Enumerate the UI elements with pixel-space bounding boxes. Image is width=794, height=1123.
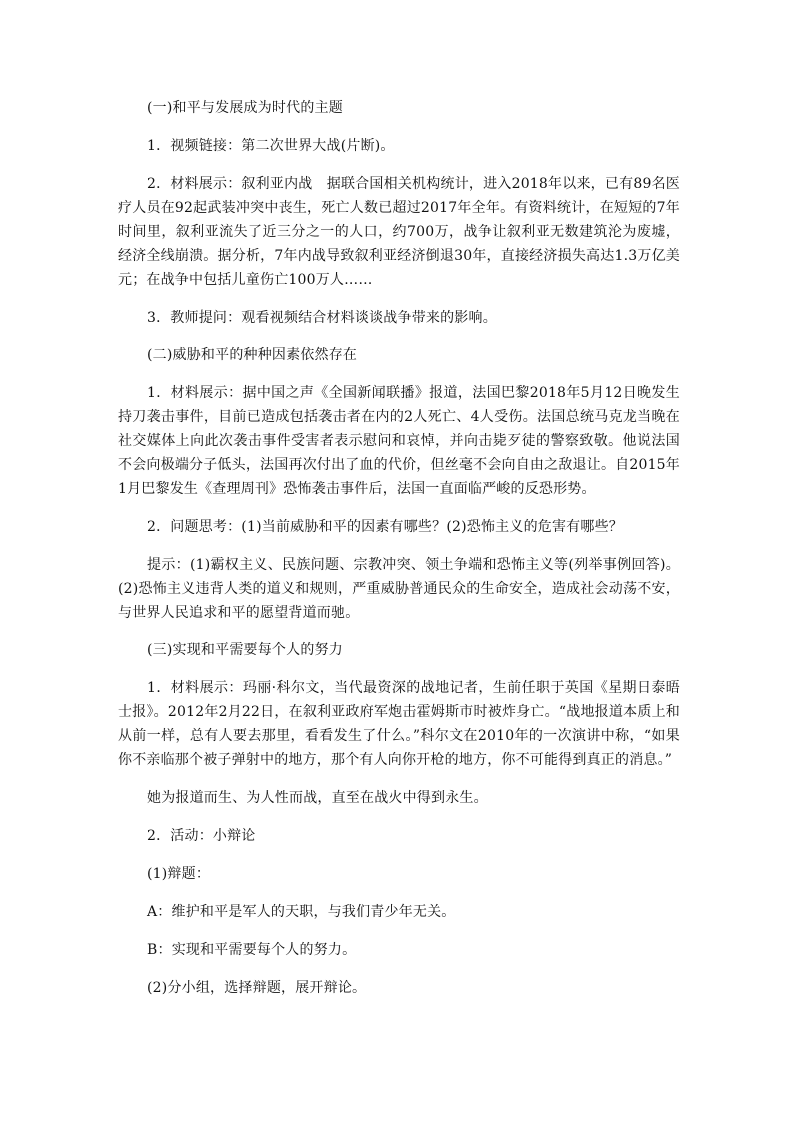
paragraph-activity-debate: 2．活动：小辩论 <box>147 828 256 844</box>
paragraph-video-link: 1．视频链接：第二次世界大战(片断)。 <box>147 138 395 154</box>
paragraph-syria-material: 2．材料展示：叙利亚内战 据联合国相关机构统计，进入2018年以来，已有89名医疗人员在92起武装冲突中丧生，死亡人数已超过2017年全年。有资料统计，在短短的7年时间里，叙利亚流失了近三分之一的人口，约700万，战争让叙利亚无数建筑沦为废墟，经济全线崩溃。据分析，7年内战导致叙利亚经济倒退30年，直接经济损失高达1.3万亿美元；在战争中包括儿童伤亡100万人…… <box>118 176 680 288</box>
paragraph-topic-b: B：实现和平需要每个人的努力。 <box>147 942 357 958</box>
paragraph-topic-a: A：维护和平是军人的天职，与我们青少年无关。 <box>147 904 456 920</box>
paragraph-colvin-summary: 她为报道而生、为人性而战，直至在战火中得到永生。 <box>147 790 488 806</box>
paragraph-hint: 提示：(1)霸权主义、民族问题、宗教冲突、领土争端和恐怖主义等(列举事例回答)。(2)恐怖主义违背人类的道义和规则，严重威胁普通民众的生命安全，造成社会动荡不安，与世界人民追求和平的愿望背道而驰。 <box>118 557 680 621</box>
section-heading-peace-development: (一)和平与发展成为时代的主题 <box>147 100 343 116</box>
section-heading-everyone-effort: (三)实现和平需要每个人的努力 <box>147 642 343 658</box>
paragraph-colvin-material: 1．材料展示：玛丽·科尔文，当代最资深的战地记者，生前任职于英国《星期日泰晤士报》。2012年2月22日，在叙利亚政府军炮击霍姆斯市时被炸身亡。“战地报道本质上和从前一样，总有人要去那里，看看发生了什么。”科尔文在2010年的一次演讲中称，“如果你不亲临那个被子弹射中的地方，那个有人向你开枪的地方，你不可能得到真正的消息。” <box>118 680 680 768</box>
paragraph-paris-attack-material: 1．材料展示：据中国之声《全国新闻联播》报道，法国巴黎2018年5月12日晚发生持刀袭击事件，目前已造成包括袭击者在内的2人死亡、4人受伤。法国总统马克龙当晚在社交媒体上向此次袭击事件受害者表示慰问和哀悼，并向击毙歹徒的警察致敬。他说法国不会向极端分子低头，法国再次付出了血的代价，但丝毫不会向自由之敌退让。自2015年1月巴黎发生《查理周刊》恐怖袭击事件后，法国一直面临严峻的反恐形势。 <box>118 385 680 497</box>
document-page <box>118 96 680 1000</box>
paragraph-question-thinking: 2．问题思考：(1)当前威胁和平的因素有哪些？(2)恐怖主义的危害有哪些？ <box>147 519 623 535</box>
section-heading-threats: (二)威胁和平的种种因素依然存在 <box>147 347 358 363</box>
paragraph-group-debate: (2)分小组，选择辩题，展开辩论。 <box>147 980 367 996</box>
paragraph-teacher-question: 3．教师提问：观看视频结合材料谈谈战争带来的影响。 <box>147 310 497 326</box>
paragraph-debate-topic: (1)辩题： <box>147 866 211 882</box>
